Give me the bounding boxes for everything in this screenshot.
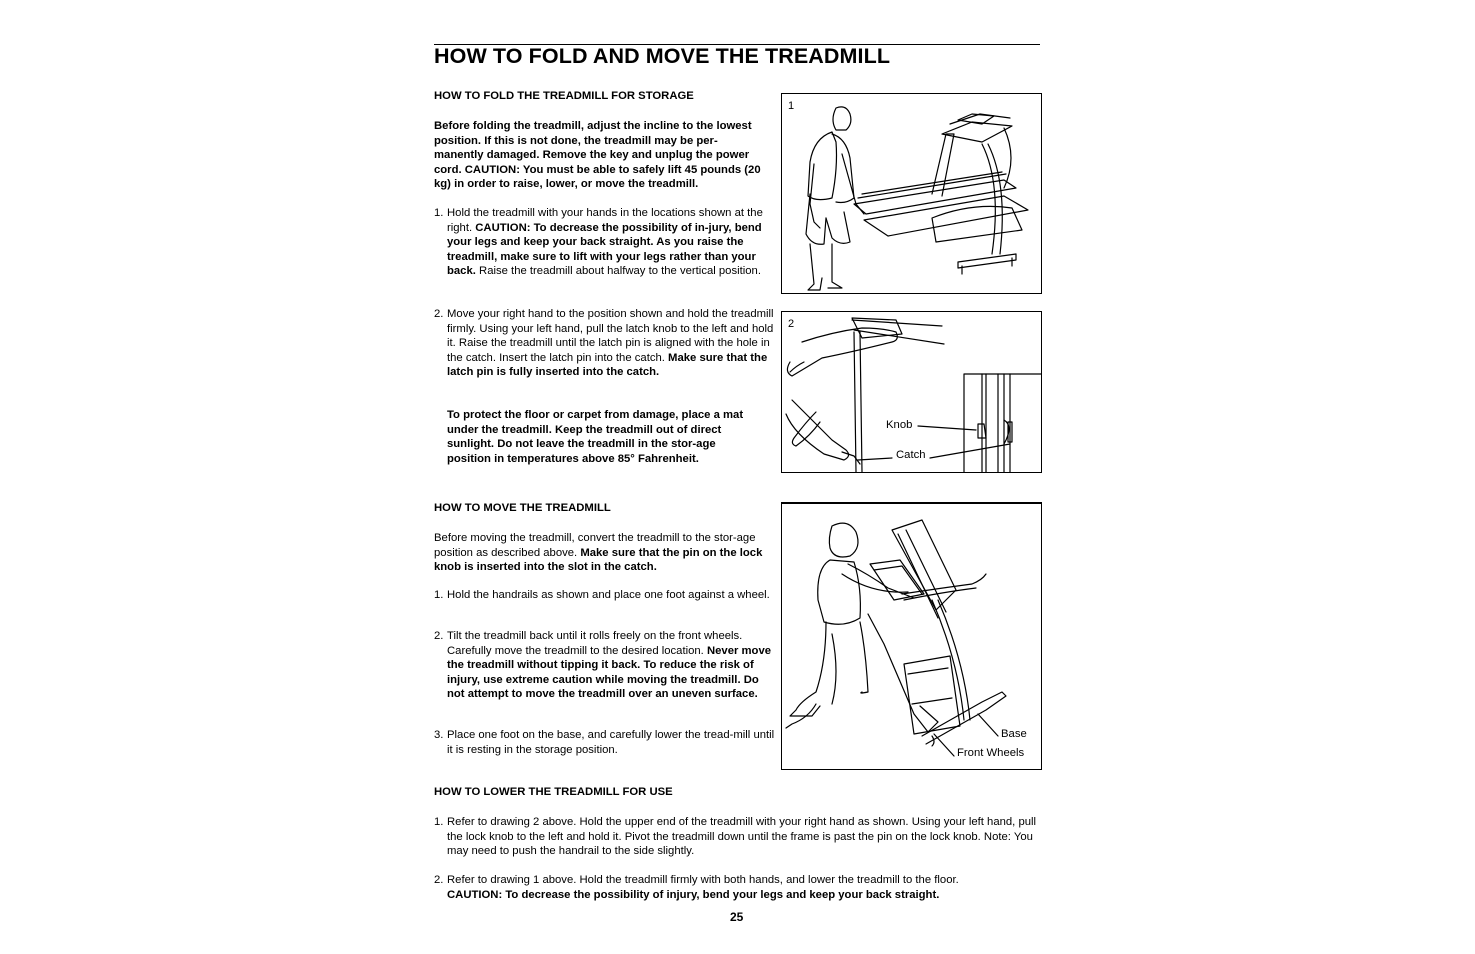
- fold-step-1: 1. Hold the treadmill with your hands in the locations shown at the right. CAUTION: To decrease the possibility of in-jury, bend your legs and keep your back straight. As you raise the treadmill, make sure to lift with your legs rather than your back. Raise the treadmill about halfway to the vertical position.: [434, 207, 763, 277]
- move-step-1: 1. Hold the handrails as shown and place one foot against a wheel.: [434, 589, 770, 601]
- fold-warning: Before folding the treadmill, adjust the incline to the lowest position. If this is not done, the treadmill may be per-manently damaged. Remove the key and unplug the power cord. CAUTION: You must be able to safely lift 45 pounds (20 kg) in order to raise, lower, or move the treadmill.: [434, 120, 761, 190]
- figure-3-moving-treadmill: [781, 502, 1042, 770]
- callout-base: Base: [1001, 728, 1027, 740]
- callout-catch: Catch: [896, 449, 926, 461]
- figure-1-number: 1: [788, 100, 795, 112]
- lower-step-2: 2. Refer to drawing 1 above. Hold the treadmill firmly with both hands, and lower the treadmill to the floor. CAUTION: To decrease the possibility of injury, bend your legs and keep your back straight.: [434, 874, 959, 901]
- callout-knob: Knob: [886, 419, 913, 431]
- lower-heading: HOW TO LOWER THE TREADMILL FOR USE: [434, 786, 673, 798]
- lower-step-1: 1. Refer to drawing 2 above. Hold the upper end of the treadmill with your right hand as shown. Using your left hand, pull the lock knob to the left and hold it. Pivot the treadmill down until the frame is past the pin on the lock knob. Note: You may need to push the handrail to the side slightly.: [434, 816, 1037, 857]
- fold-heading: HOW TO FOLD THE TREADMILL FOR STORAGE: [434, 90, 694, 102]
- page-title: HOW TO FOLD AND MOVE THE TREADMILL: [434, 44, 891, 68]
- move-step-2: 2. Tilt the treadmill back until it rolls freely on the front wheels. Carefully move the treadmill to the desired location. Never move the treadmill without tipping it back. To reduce the risk of injury, use extreme caution while moving the treadmill. Do not attempt to move the treadmill over an uneven surface.: [434, 630, 772, 700]
- figure-2-illustration: [782, 312, 1041, 472]
- callout-front-wheels: Front Wheels: [957, 747, 1025, 759]
- page-number: 25: [730, 910, 744, 924]
- figure-2-number: 2: [788, 318, 795, 330]
- move-heading: HOW TO MOVE THE TREADMILL: [434, 502, 611, 514]
- move-intro: Before moving the treadmill, convert the treadmill to the stor-age position as described above. Make sure that the pin on the lock knob is inserted into the slot in the catch.: [434, 532, 763, 573]
- fold-step-2: 2. Move your right hand to the position shown and hold the treadmill firmly. Using your left hand, pull the latch knob to the left and hold it. Raise the treadmill until the latch pin is aligned with the hole in the catch. Insert the latch pin into the catch. Make sure that the latch pin is fully inserted into the catch.: [434, 308, 774, 378]
- figure-2-latch-knob: [781, 311, 1042, 473]
- figure-1-illustration: [782, 94, 1041, 293]
- fold-protect-note: To protect the floor or carpet from damage, place a mat under the treadmill. Keep the treadmill out of direct sunlight. Do not leave the treadmill in the stor-age position in temperatures above 85° Fahrenheit.: [447, 409, 744, 465]
- figure-1-lifting-treadmill: [781, 93, 1042, 294]
- move-step-3: 3. Place one foot on the base, and carefully lower the tread-mill until it is resting in the storage position.: [434, 729, 775, 756]
